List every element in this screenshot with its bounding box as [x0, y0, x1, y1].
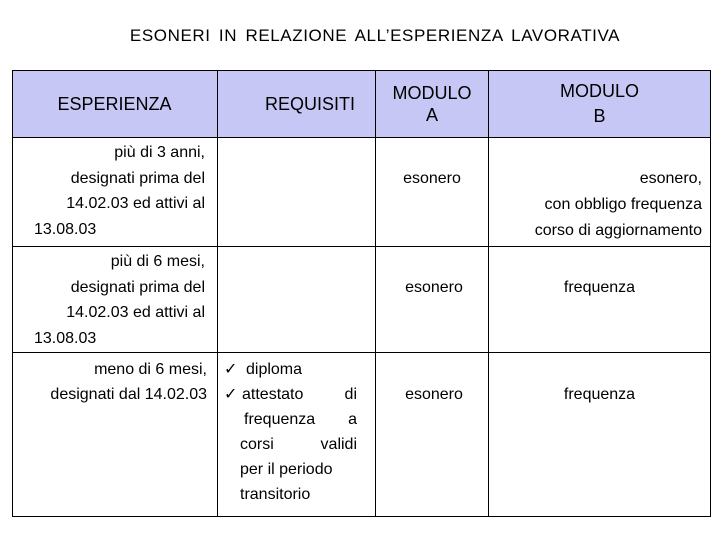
row1-esperienza: più di 3 anni, designati prima del 14.02.03 ed attivi al 13.08.03 — [34, 144, 205, 238]
row2-esperienza: più di 6 mesi, designati prima del 14.02.03 ed attivi al 13.08.03 — [34, 253, 205, 347]
row-divider — [12, 352, 710, 353]
row1-modulo-b: esonero, con obbligo frequenza corso di aggiornamento — [534, 170, 702, 239]
row2-modulo-b: frequenza — [563, 279, 636, 296]
requisito-diploma: ✓ diploma — [221, 357, 357, 382]
row3-esperienza: meno di 6 mesi, designati dal 14.02.03 — [50, 361, 207, 403]
row3-requisiti-list: ✓ diploma ✓ attestato di frequenza a corsi validi per il periodo transitorio — [221, 357, 357, 507]
check-icon: ✓ — [224, 386, 238, 403]
header-esperienza: ESPERIENZA — [57, 94, 172, 114]
check-icon: ✓ — [224, 361, 238, 378]
row-divider — [12, 137, 710, 138]
requisito-attestato: ✓ attestato di — [221, 382, 357, 407]
row1-modulo-a: esonero — [403, 170, 461, 187]
header-modulo-b: MODULO B — [559, 81, 639, 126]
row2-modulo-a: esonero — [405, 279, 463, 296]
row3-modulo-b: frequenza — [563, 386, 636, 403]
row-divider — [12, 246, 710, 247]
header-requisiti: REQUISITI — [264, 94, 355, 114]
header-modulo-a: MODULO A — [392, 83, 472, 125]
row3-modulo-a: esonero — [405, 386, 463, 403]
page-title: ESONERI IN RELAZIONE ALL’ESPERIENZA LAVORATIVA — [129, 26, 621, 45]
